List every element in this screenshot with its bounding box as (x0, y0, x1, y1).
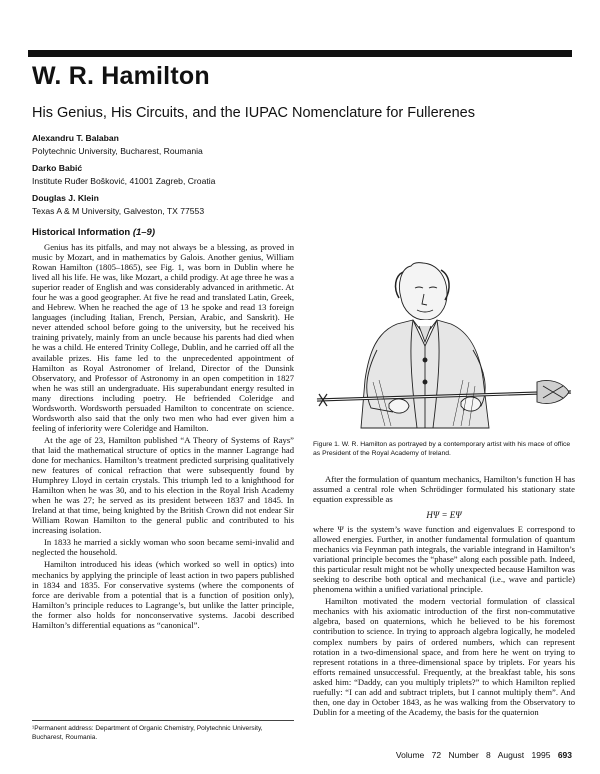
article-title: W. R. Hamilton (32, 62, 210, 90)
author-name: Darko Babić (32, 163, 83, 173)
section-heading (32, 227, 155, 238)
author-name: Alexandru T. Balaban (32, 133, 119, 143)
top-rule (28, 50, 572, 57)
paragraph: Hamilton introduced his ideas (which worked so well in optics) into mechanics by applying the principle of least action in two papers published in 1834 and 1835. For conservative systems (where the components of force are derivable from a potential that is a function of position only), Hamilton’s principle reduces to Lagrange’s, but unlike the latter principle, the former also holds for nonconservative systems. Jacobi described Hamilton’s differential equations as “canonical”. (32, 559, 294, 630)
footer-number: Number 8 (448, 750, 491, 760)
author-name: Douglas J. Klein (32, 193, 99, 203)
schrodinger-equation: HΨ = EΨ (426, 510, 462, 520)
section-refs: (1–9) (132, 227, 156, 238)
page-footer (396, 750, 572, 760)
footer-date: August 1995 (497, 750, 551, 760)
right-column-intro (313, 474, 575, 506)
author-affiliation: Polytechnic University, Bucharest, Roumania (32, 146, 203, 156)
author-block (32, 132, 203, 158)
section-heading-text: Historical Information (32, 227, 131, 238)
paragraph: Genius has its pitfalls, and may not always be a blessing, as proved in music by Mozart, and in mathematics by Galois. Another genius, William Rowan Hamilton (1805–1865), see Fig. 1, was born in Dublin where he lived all his life. He was, like Mozart, a child prodigy. At age three he was a superior reader of English and was considerably advanced in arithmetic. At four he was a good geographer. At five he read and translated Latin, Greek, and Hebrew. When he reached the age of 13 he spoke and read 13 foreign languages (including Italian, French, Persian, Arabic, and Sanskrit). He never attended school before going to the university, but he received his training privately, mainly from an uncle because his parents had died when he was a child. He entered Trinity College, Dublin, and he carried off all the available prizes. His fame led to the unprecedented appointment of Hamilton as Royal Astronomer of Ireland, Director of the Dunsink Observatory, and Professor of Astronomy in an open competition in 1827 when he was still an undergraduate. His superabundant energy resulted in many directions including poetry. He befriended Coleridge and Wordsworth. Wordsworth persuaded Hamilton to concentrate on science. Wordsworth also said that the only two men who had ever given him a feeling of inferiority were Coleridge and Hamilton. (32, 242, 294, 433)
paragraph: Hamilton motivated the modern vectorial formulation of classical mechanics with his axiomatic introduction of the first non-commutative algebra, based on quaternions, which he believed to be his foremost contribution to science. In trying to approach algebra logically, he modeled complex numbers by pairs of ordered numbers, which can represent rotation in a two-dimensional space, and from here he went on trying to represent rotations in a three-dimensional space by triplets. For years his efforts remained unsuccessful. Frequently, at the breakfast table, his sons asked him: “Daddy, can you multiply triplets?” to which Hamilton replied ruefully: “I can add and subtract triplets, but I cannot multiply them”. And then, one day in October 1843, as he was walking from the Observatory to Dublin for a meeting of the Academy, the basis for the quaternion (313, 596, 575, 717)
left-column (32, 242, 294, 720)
author-block (32, 192, 204, 218)
author-affiliation: Texas A & M University, Galveston, TX 77553 (32, 206, 205, 216)
footnote: ¹Permanent address: Department of Organic Chemistry, Polytechnic University, Bucharest, Roumania. (32, 720, 294, 742)
figure-caption: Figure 1. W. R. Hamilton as portrayed by a contemporary artist with his mace of office as President of the Royal Academy of Ireland. (313, 441, 571, 457)
article-subtitle: His Genius, His Circuits, and the IUPAC Nomenclature for Fullerenes (32, 105, 475, 121)
hamilton-portrait-figure (313, 250, 575, 435)
paragraph: In 1833 he married a sickly woman who soon became semi-invalid and neglected the household. (32, 537, 294, 558)
footer-page: 693 (557, 750, 572, 760)
paragraph: At the age of 23, Hamilton published “A Theory of Systems of Rays” that laid the mathematical structure of optics in the manner Lagrange had done for mechanics. Hamilton’s treatment predicted surprising qualitatively new features of conical refraction that were subsequently found by Humphrey Lloyd in certain crystals. This triumph led to a knighthood for Hamilton when he was 30, and to his election in the Royal Irish Academy when he was 27; he served as its president between 1837 and 1845. In Ireland at that time, being knighted by the British Crown did not endear Sir William Rowan Hamilton to the general public and contributed to his increasing isolation. (32, 434, 294, 536)
right-column (313, 524, 575, 746)
paragraph: After the formulation of quantum mechanics, Hamilton’s function H has assumed a central role when Schrödinger formulated his stationary state equation expressible as (313, 474, 575, 505)
footer-volume: Volume 72 (395, 750, 442, 760)
author-block (32, 162, 215, 188)
paragraph: where Ψ is the system’s wave function and eigenvalues E correspond to allowed energies. Further, in another fundamental formulation of quantum mechanics via Feynman path integrals, the variable integrand in Hamilton’s variational principle becomes the “phase” along each possible path. Indeed, this particular result might not be wholly unexpected because Hamilton was seeking to describe both optical and mechanical (i.e., wave and particle) phenomena within a unified variational principle. (313, 524, 575, 595)
author-affiliation: Institute Ruđer Bošković, 41001 Zagreb, Croatia (32, 176, 216, 186)
